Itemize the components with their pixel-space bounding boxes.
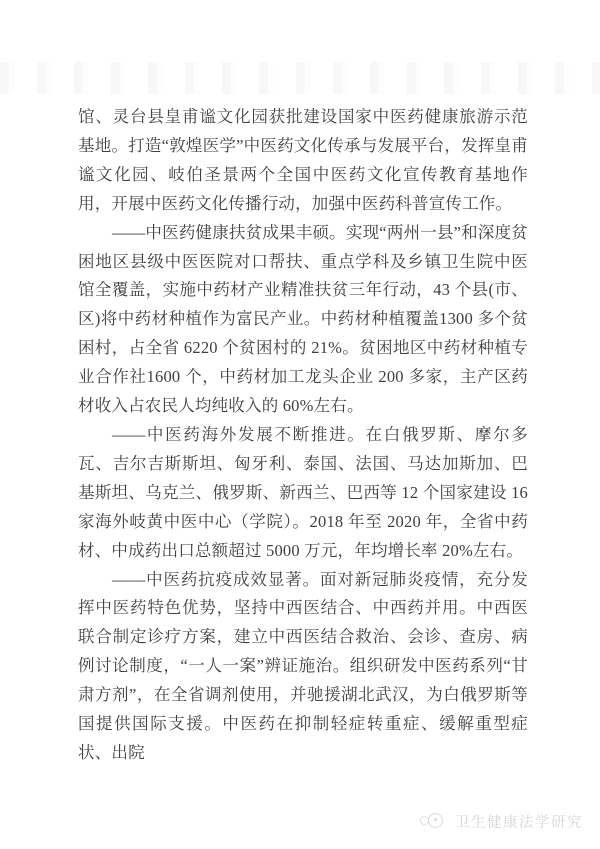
paragraph: ——中医药健康扶贫成果丰硕。实现“两州一县”和深度贫困地区县级中医医院对口帮扶、重点学科及乡镇卫生院中医馆全覆盖，实施中药材产业精准扶贫三年行动，43 个县(市、区)将中药材种植作为富民产业。中药材种植覆盖1300 多个贫困村，占全省 6220 个贫困村的 21%。贫困地区中药材种植专业合作社1600 个，中药材加工龙头企业 200 多家，主产区药材收入占农民人均纯收入的 60%左右。 (78, 222, 528, 416)
account-watermark (420, 806, 583, 836)
account-logo-icon (420, 810, 448, 832)
paragraph: ——中医药抗疫成效显著。面对新冠肺炎疫情，充分发挥中医药特色优势，坚持中西医结合、中西药并用。中西医联合制定诊疗方案，建立中西医结合救治、会诊、查房、病例讨论制度，“一人一案”辨证施治。组织研发中医药系列“甘肃方剂”，在全省调剂使用，并驰援湖北武汉，为白俄罗斯等国提供国际支援。中医药在抑制轻症转重症、缓解重型症状、出院 (78, 569, 528, 762)
faint-watermark-artifacts (0, 62, 600, 94)
document-body-text (78, 103, 528, 768)
paragraph: 馆、灵台县皇甫谧文化园获批建设国家中医药健康旅游示范基地。打造“敦煌医学”中医药文化传承与发展平台，发挥皇甫谧文化园、岐伯圣景两个全国中医药文化宣传教育基地作用，开展中医药文化传播行动，加强中医药科普宣传工作。 (78, 107, 528, 213)
account-watermark-text: 卫生健康法学研究 (455, 814, 583, 831)
paragraph: ——中医药海外发展不断推进。在白俄罗斯、摩尔多瓦、吉尔吉斯斯坦、匈牙利、泰国、法国、马达加斯加、巴基斯坦、乌克兰、俄罗斯、新西兰、巴西等 12 个国家建设 16 家海外岐黄中医中心（学院）。2018 年至 2020 年，全省中药材、中成药出口总额超过 5000 万元，年均增长率 20%左右。 (78, 424, 528, 560)
